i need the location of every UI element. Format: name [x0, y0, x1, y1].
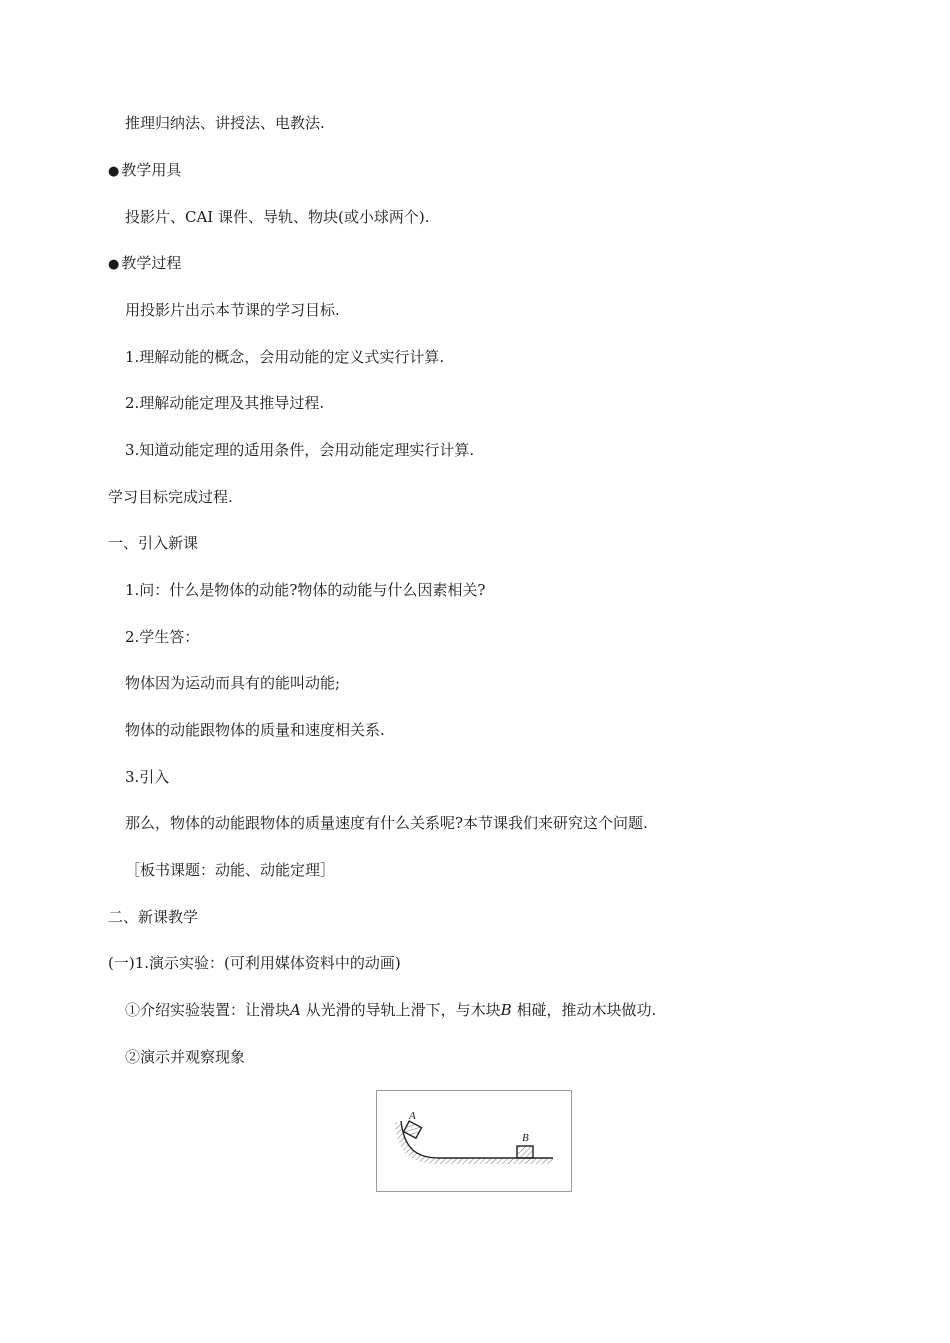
text-line: (一)1.演示实验：(可利用媒体资料中的动画)	[108, 954, 401, 972]
text-line: ［板书课题：动能、动能定理］	[125, 861, 336, 879]
text-line: 2.学生答：	[125, 628, 200, 646]
block-a	[404, 1121, 422, 1138]
text-line: 1.问：什么是物体的动能?物体的动能与什么因素相关?	[125, 581, 486, 599]
label-a: A	[409, 1110, 416, 1122]
label-b: B	[522, 1132, 529, 1144]
heading-text: 教学过程	[121, 254, 182, 272]
text-line: 1.理解动能的概念，会用动能的定义式实行计算.	[125, 348, 445, 366]
bullet-icon: ●	[108, 257, 120, 272]
text-line	[125, 1000, 656, 1020]
variable-a: A	[290, 1001, 301, 1019]
text-line: 用投影片出示本节课的学习目标.	[125, 301, 340, 319]
text-line: 投影片、CAI 课件、导轨、物块(或小球两个).	[125, 208, 430, 226]
text-span: ①介绍实验装置：让滑块	[125, 1001, 291, 1019]
section-heading	[108, 160, 181, 182]
heading-text: 教学用具	[121, 161, 182, 179]
text-line: 一、引入新课	[108, 534, 199, 552]
bullet-icon: ●	[108, 164, 120, 179]
text-line: ②演示并观察现象	[125, 1048, 246, 1066]
text-line: 那么，物体的动能跟物体的质量速度有什么关系呢?本节课我们来研究这个问题.	[125, 814, 648, 832]
text-span: 相碰，推动木块做功.	[511, 1001, 657, 1019]
track-diagram	[377, 1091, 571, 1191]
section-heading	[108, 253, 181, 275]
text-line: 二、新课教学	[108, 908, 199, 926]
text-line: 2.理解动能定理及其推导过程.	[125, 394, 325, 412]
text-line: 物体的动能跟物体的质量和速度相关系.	[125, 721, 385, 739]
text-span: 从光滑的导轨上滑下，与木块	[300, 1001, 501, 1019]
text-line: 物体因为运动而具有的能叫动能;	[125, 674, 341, 692]
text-line: 推理归纳法、讲授法、电教法.	[125, 114, 325, 132]
text-line: 3.引入	[125, 768, 170, 786]
experiment-figure	[376, 1090, 572, 1192]
variable-b: B	[500, 1001, 512, 1019]
block-b	[517, 1146, 533, 1158]
text-line: 3.知道动能定理的适用条件，会用动能定理实行计算.	[125, 441, 475, 459]
text-line: 学习目标完成过程.	[108, 488, 233, 506]
